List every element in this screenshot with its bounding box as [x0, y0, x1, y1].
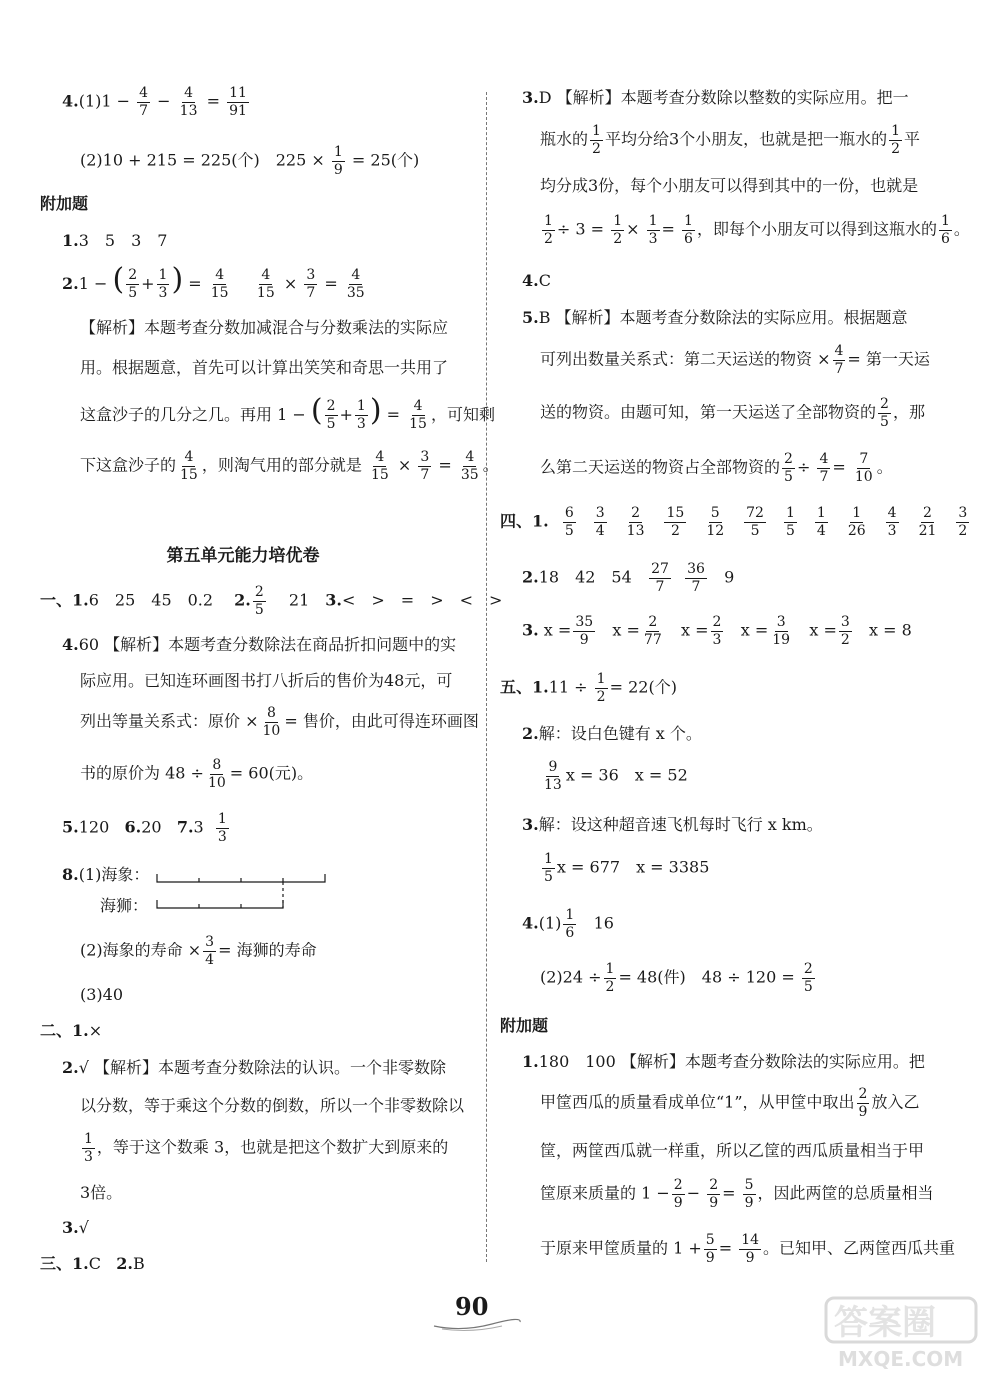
section2-q2-line1: 2.√ 【解析】本题考查分数除法的认识。一个非零数除	[62, 1058, 446, 1077]
fraction-answer: $\frac{1}{5}$	[785, 505, 795, 539]
section1-q8-walrus: 8.(1)海象：	[62, 865, 150, 884]
walrus-bar	[157, 874, 325, 882]
watermark-bottom-text: MXQE.COM	[838, 1347, 964, 1371]
r-answer-3-line4: $\frac{1}{2}$ ÷ 3 = $\frac{1}{2}$ × $\frac{1}{3}$ = $\frac{1}{6}$ ，即每个小朋友可以得到这瓶水的 $\frac{1}{6}$ 。	[544, 213, 970, 247]
segment-bar-diagram	[155, 866, 330, 916]
section5-q2-equation: $\frac{9}{13}$ x = 36 x = 52	[544, 759, 688, 793]
fraction-answer: $\frac{1}{26}$	[847, 505, 866, 539]
section5-q3: 3.解：设这种超音速飞机每时飞行 x km。	[522, 815, 823, 834]
watermark-top-text: 答案圈	[834, 1303, 936, 1343]
section5-q4-1: 4.(1) $\frac{1}{6}$ 16	[522, 907, 614, 941]
section2-q2-line2: 以分数，等于乘这个分数的倒数，所以一个非零数除以	[80, 1096, 465, 1115]
bonus-answer-2: 2.1 − ( $\frac{2}{5}$ + $\frac{1}{3}$ ) = $\frac{4}{15}$ $\frac{4}{15}$ × $\frac{3}{7}$ = $\frac{4}{35}$	[62, 262, 365, 301]
fraction-answer: $\frac{3}{2}$	[958, 505, 968, 539]
section1-q4-line2: 际应用。已知连环画图书打八折后的售价为48元，可	[80, 671, 453, 690]
column-divider	[486, 92, 487, 1262]
section1-q8-sealion: 海狮：	[100, 896, 149, 915]
r-answer-3-line3: 均分成3份，每个小朋友可以得到其中的一份，也就是	[540, 176, 919, 195]
section5-q3-equation: $\frac{1}{5}$ x = 677 x = 3385	[544, 851, 710, 885]
section1-q1-3: 一、1.6 25 45 0.2 2. $\frac{2}{5}$ 21 3.< > = > < >	[40, 584, 503, 618]
section1-q4-line3: 列出等量关系式：原价 × $\frac{8}{10}$ = 售价，由此可得连环画图	[80, 705, 479, 739]
section5-q2: 2.解：设白色键有 x 个。	[522, 724, 702, 743]
section5-q1: 五、1.11 ÷ $\frac{1}{2}$ = 22(个)	[500, 671, 677, 705]
bonus-2-explanation-line3: 这盒沙子的几分之几。再用 1 − ( $\frac{2}{5}$ + $\frac{1}{3}$ ) = $\frac{4}{15}$ ，可知剩	[80, 393, 495, 432]
r-answer-5-line3: 送的物资。由题可知，第一天运送了全部物资的 $\frac{2}{5}$ ，那	[540, 396, 925, 430]
section4-q3: 3. x = $\frac{35}{9}$ x = $\frac{2}{77}$ x = $\frac{2}{3}$ x = $\frac{3}{19}$ x = $\frac{3}{2}$ x = 8	[522, 614, 912, 648]
bonus-2-explanation-line1: 【解析】本题考查分数加减混合与分数乘法的实际应	[80, 318, 449, 337]
r-answer-5-line4: 么第二天运送的物资占全部物资的 $\frac{2}{5}$ ÷ $\frac{4}{7}$ = $\frac{7}{10}$ 。	[540, 451, 893, 485]
section4-q1: 四、1. $\frac{6}{5}$ $\frac{3}{4}$ $\frac{2}{13}$ $\frac{15}{2}$ $\frac{5}{12}$ $\frac{72}{5}$ $\frac{1}{5}$ $\frac{1}{4}$ $\frac{1}{26}$ $\frac{4}{3}$ $\frac{2}{21}$ $\frac{3}{2}$	[500, 506, 978, 538]
section3-answers: 三、1.C 2.B	[40, 1254, 145, 1273]
fraction-answer: $\frac{15}{2}$	[666, 505, 685, 539]
section5-q4-2: (2)24 ÷ $\frac{1}{2}$ = 48(件) 48 ÷ 120 = $\frac{2}{5}$	[540, 961, 813, 995]
r-answer-5-line2: 可列出数量关系式：第二天运送的物资 × $\frac{4}{7}$ = 第一天运	[540, 343, 930, 377]
watermark-graphic	[820, 1292, 990, 1372]
section1-q8-2: (2)海象的寿命 × $\frac{3}{4}$ = 海狮的寿命	[80, 934, 317, 968]
bonus-answer-1: 1.3 5 3 7	[62, 231, 168, 250]
section2-q2-line3: $\frac{1}{3}$ ，等于这个数乘 3，也就是把这个数扩大到原来的	[84, 1131, 449, 1165]
fraction-answer: $\frac{6}{5}$	[564, 505, 574, 539]
answer-4-2: (2)10 + 215 = 225(个) 225 × $\frac{1}{9}$ = 25(个)	[80, 144, 420, 178]
fraction-answer: $\frac{1}{4}$	[816, 505, 826, 539]
bonus-heading-left: 附加题	[40, 194, 89, 213]
r-answer-5-line1: 5.B 【解析】本题考查分数除法的实际应用。根据题意	[522, 308, 908, 327]
r-bonus-1-line2: 甲筐西瓜的质量看成单位“1”，从甲筐中取出 $\frac{2}{9}$ 放入乙	[540, 1086, 920, 1120]
r-bonus-1-line4: 筐原来质量的 1 − $\frac{2}{9}$ − $\frac{2}{9}$ = $\frac{5}{9}$ ，因此两筐的总质量相当	[540, 1177, 934, 1211]
page-number: 90	[455, 1292, 489, 1321]
page-number-swoosh	[432, 1318, 522, 1332]
fraction-answer: $\frac{72}{5}$	[746, 505, 764, 539]
section2-q1: 二、1.×	[40, 1021, 103, 1040]
watermark-logo	[820, 1292, 990, 1376]
r-answer-4: 4.C	[522, 271, 551, 290]
fraction-answer: $\frac{5}{12}$	[706, 505, 725, 539]
r-answer-3-line1: 3.D 【解析】本题考查分数除以整数的实际应用。把一	[522, 88, 909, 107]
bonus-2-explanation-line4: 下这盒沙子的 $\frac{4}{15}$ ，则淘气用的部分就是 $\frac{4}{15}$ × $\frac{3}{7}$ = $\frac{4}{35}$ 。	[80, 449, 499, 483]
sealion-bar	[157, 900, 283, 908]
r-bonus-1-line3: 筐，两筐西瓜就一样重，所以乙筐的西瓜质量相当于甲	[540, 1141, 925, 1160]
fraction-answer: $\frac{3}{4}$	[595, 505, 605, 539]
bonus-heading-right: 附加题	[500, 1016, 549, 1035]
section1-q8-3: (3)40	[80, 985, 124, 1004]
r-answer-3-line2: 瓶水的 $\frac{1}{2}$ 平均分给3个小朋友，也就是把一瓶水的 $\frac{1}{2}$ 平	[540, 123, 921, 157]
fraction-answer: $\frac{4}{3}$	[887, 505, 897, 539]
r-bonus-1-line5: 于原来甲筐质量的 1 + $\frac{5}{9}$ = $\frac{14}{9}$ 。已知甲、乙两筐西瓜共重	[540, 1232, 956, 1266]
section4-q2: 2.18 42 54 $\frac{27}{7}$ $\frac{36}{7}$ 9	[522, 561, 735, 595]
fraction-answer: $\frac{2}{21}$	[918, 505, 937, 539]
section2-q2-line4: 3倍。	[80, 1183, 123, 1202]
section1-q5-7: 5.120 6.20 7.3 $\frac{1}{3}$	[62, 811, 227, 845]
answer-4-1: 4.(1)1 − $\frac{4}{7}$ − $\frac{4}{13}$ = $\frac{11}{91}$	[62, 85, 247, 119]
fraction-answer: $\frac{2}{13}$	[626, 505, 645, 539]
section2-q3: 3.√	[62, 1218, 89, 1237]
section1-q4-line1: 4.60 【解析】本题考查分数除法在商品折扣问题中的实	[62, 635, 457, 654]
section-title: 第五单元能力培优卷	[166, 546, 320, 566]
r-bonus-1-line1: 1.180 100 【解析】本题考查分数除法的实际应用。把	[522, 1052, 925, 1071]
section1-q4-line4: 书的原价为 48 ÷ $\frac{8}{10}$ = 60(元)。	[80, 757, 314, 791]
bonus-2-explanation-line2: 用。根据题意，首先可以计算出笑笑和奇思一共用了	[80, 358, 449, 377]
